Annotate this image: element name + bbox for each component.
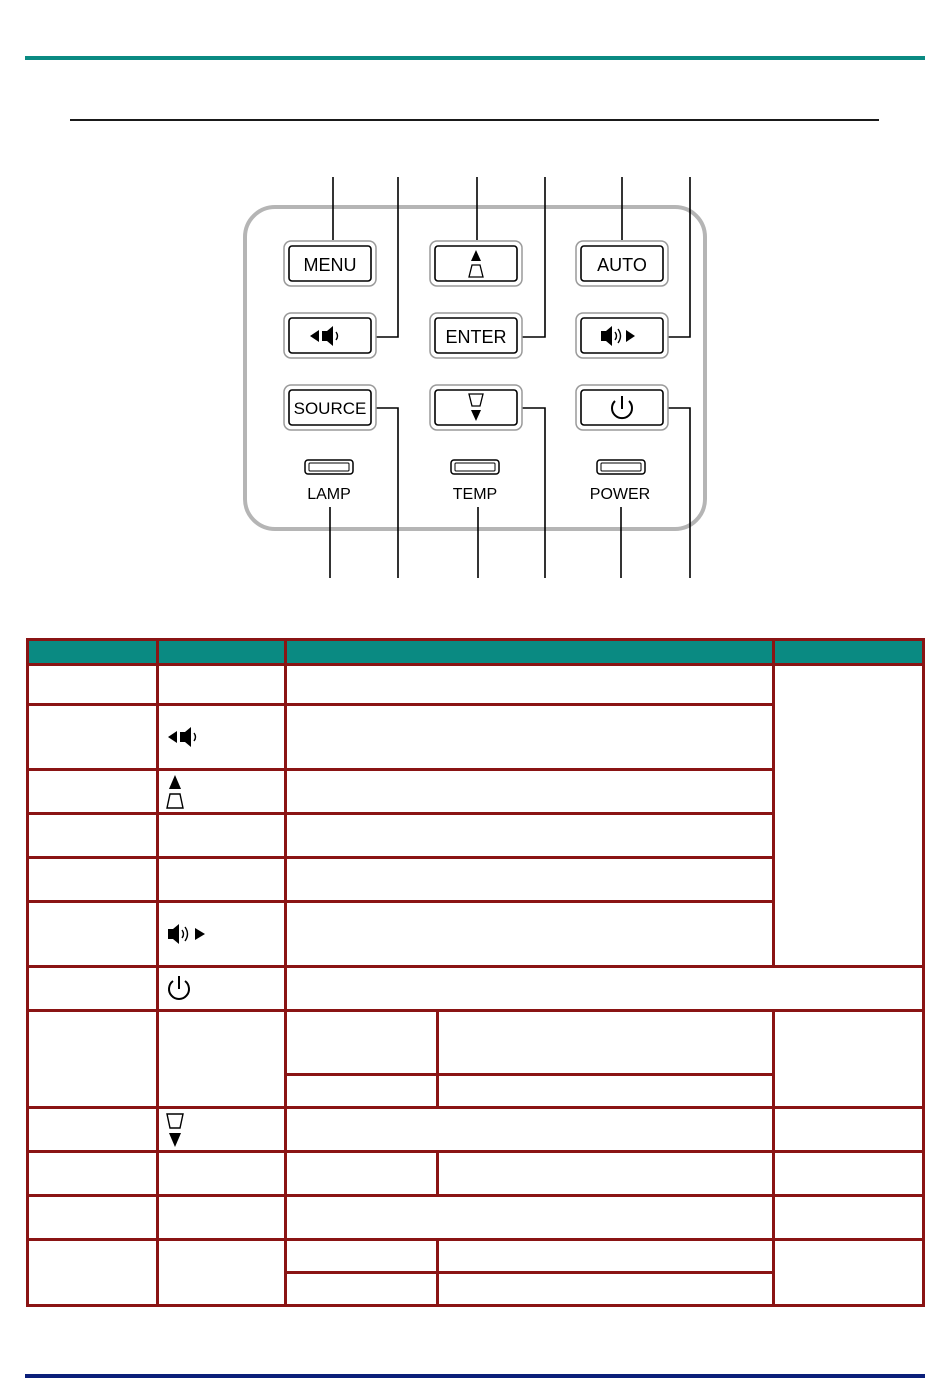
callout-lines (330, 177, 690, 578)
table-row (28, 1196, 924, 1240)
volume-right-button[interactable] (576, 313, 668, 358)
table-cell (774, 1196, 924, 1240)
table-cell (28, 1240, 158, 1306)
table-cell (28, 1011, 158, 1108)
power-led (597, 460, 645, 474)
table-cell (158, 1152, 286, 1196)
table-cell (286, 770, 774, 814)
lamp-led (305, 460, 353, 474)
table-cell (286, 814, 774, 858)
table-cell (28, 1108, 158, 1152)
table-cell (774, 1108, 924, 1152)
table-cell (286, 902, 774, 967)
footer-rule (25, 1374, 925, 1378)
table-cell (28, 967, 158, 1011)
table-cell (286, 1273, 438, 1306)
source-button-label: SOURCE (293, 399, 367, 418)
table-cell (438, 1075, 774, 1108)
table-cell (158, 1108, 286, 1152)
source-button[interactable] (284, 385, 376, 430)
table-cell (28, 770, 158, 814)
table-cell (158, 665, 286, 705)
table-cell (158, 1011, 286, 1108)
keystone-down-icon (165, 1112, 185, 1148)
table-cell (28, 902, 158, 967)
menu-button[interactable] (284, 241, 376, 286)
table-cell (286, 705, 774, 770)
table-cell (158, 1196, 286, 1240)
table-cell (438, 1011, 774, 1075)
table-header (28, 640, 158, 665)
table-cell (774, 1152, 924, 1196)
table-cell (438, 1273, 774, 1306)
table-cell (28, 814, 158, 858)
volume-right-icon (165, 923, 213, 945)
table-cell (774, 665, 924, 967)
table-header-row (28, 640, 924, 665)
power-icon (165, 974, 193, 1004)
table-cell (774, 1240, 924, 1306)
menu-button-label: MENU (303, 255, 357, 275)
power-led-label: POWER (589, 486, 651, 503)
table-header (158, 640, 286, 665)
table-row (28, 1011, 924, 1075)
table-cell (286, 967, 924, 1011)
table-cell (286, 1108, 774, 1152)
table-header (286, 640, 774, 665)
table-cell (438, 1152, 774, 1196)
table-cell (28, 858, 158, 902)
table-row (28, 967, 924, 1011)
enter-button-label: ENTER (445, 327, 507, 347)
table-cell (158, 967, 286, 1011)
keystone-up-button[interactable] (430, 241, 522, 286)
table-cell (158, 858, 286, 902)
table-cell (774, 1011, 924, 1108)
auto-button[interactable] (576, 241, 668, 286)
table-cell (158, 902, 286, 967)
table-row (28, 1240, 924, 1273)
control-keys-table (26, 638, 925, 1307)
volume-left-icon (165, 726, 213, 748)
table-cell (158, 1240, 286, 1306)
table-cell (286, 1011, 438, 1075)
table-cell (28, 665, 158, 705)
table-cell (158, 705, 286, 770)
table-cell (286, 1196, 774, 1240)
table-cell (286, 1075, 438, 1108)
table-cell (438, 1240, 774, 1273)
table-cell (28, 1196, 158, 1240)
temp-led (451, 460, 499, 474)
table-cell (286, 665, 774, 705)
auto-button-label: AUTO (597, 255, 647, 275)
table-row (28, 665, 924, 705)
control-panel-diagram (0, 0, 950, 600)
table-cell (286, 858, 774, 902)
table-cell (28, 1152, 158, 1196)
keystone-up-icon (165, 774, 185, 810)
table-cell (286, 1152, 438, 1196)
volume-left-button[interactable] (284, 313, 376, 358)
power-button[interactable] (576, 385, 668, 430)
table-header (774, 640, 924, 665)
temp-led-label: TEMP (452, 486, 498, 503)
table-cell (286, 1240, 438, 1273)
enter-button[interactable] (430, 313, 522, 358)
table-cell (158, 814, 286, 858)
table-row (28, 1152, 924, 1196)
table-cell (158, 770, 286, 814)
keystone-down-button[interactable] (430, 385, 522, 430)
lamp-led-label: LAMP (307, 486, 351, 503)
table-cell (28, 705, 158, 770)
table-row (28, 1108, 924, 1152)
